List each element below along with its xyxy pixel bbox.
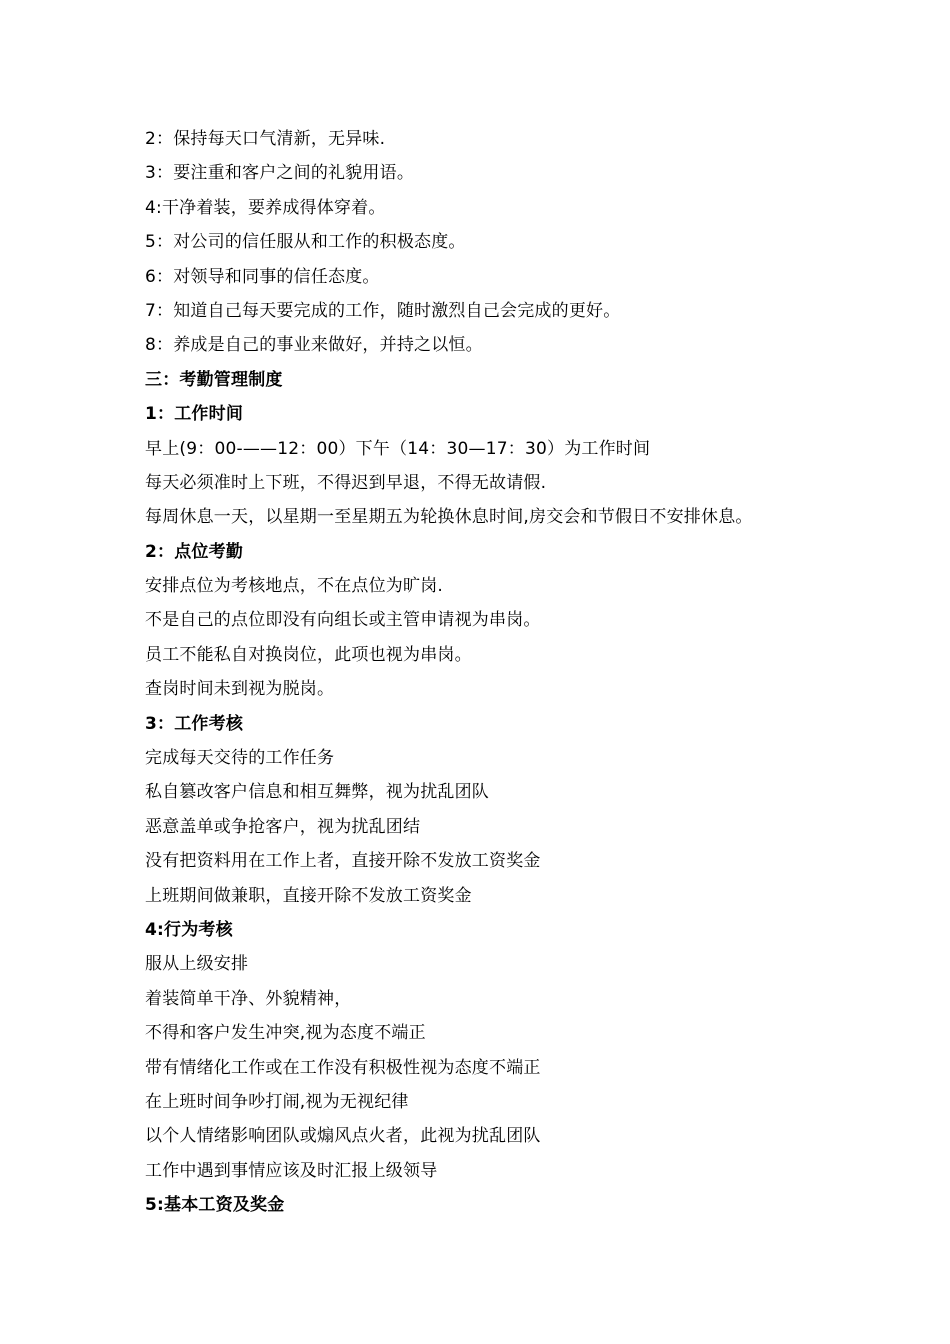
text-line: 没有把资料用在工作上者，直接开除不发放工资奖金 xyxy=(145,851,541,872)
section-heading: 1：工作时间 xyxy=(145,404,244,425)
text-line: 以个人情绪影响团队或煽风点火者，此视为扰乱团队 xyxy=(145,1126,541,1147)
text-line: 服从上级安排 xyxy=(145,954,249,975)
text-line: 带有情绪化工作或在工作没有积极性视为态度不端正 xyxy=(145,1057,541,1078)
text-line: 上班期间做兼职，直接开除不发放工资奖金 xyxy=(145,885,472,906)
text-line: 查岗时间未到视为脱岗。 xyxy=(145,679,335,700)
section-heading: 5:基本工资及奖金 xyxy=(145,1195,285,1216)
text-line: 2：保持每天口气清新，无异味. xyxy=(145,129,386,149)
text-line: 5：对公司的信任服从和工作的积极态度。 xyxy=(145,232,466,253)
text-line: 早上(9：00-——12：00）下午（14：30—17：30）为工作时间 xyxy=(145,438,651,459)
text-line: 着装简单干净、外貌精神， xyxy=(145,988,352,1009)
text-line: 7：知道自己每天要完成的工作，随时激烈自己会完成的更好。 xyxy=(145,300,621,321)
text-line: 不得和客户发生冲突,视为态度不端正 xyxy=(145,1023,426,1044)
text-line: 3：要注重和客户之间的礼貌用语。 xyxy=(145,163,415,184)
text-line: 每天必须准时上下班，不得迟到早退，不得无故请假. xyxy=(145,472,547,493)
text-line: 安排点位为考核地点，不在点位为旷岗. xyxy=(145,576,444,597)
text-line: 工作中遇到事情应该及时汇报上级领导 xyxy=(145,1160,438,1181)
text-line: 完成每天交待的工作任务 xyxy=(145,748,335,769)
text-line: 恶意盖单或争抢客户，视为扰乱团结 xyxy=(145,816,421,837)
text-line: 员工不能私自对换岗位，此项也视为串岗。 xyxy=(145,644,472,665)
document-body xyxy=(145,122,835,1223)
section-heading: 2：点位考勤 xyxy=(145,541,244,562)
text-line: 4:干净着装，要养成得体穿着。 xyxy=(145,197,386,218)
text-line: 不是自己的点位即没有向组长或主管申请视为串岗。 xyxy=(145,610,541,631)
text-line: 8：养成是自己的事业来做好，并持之以恒。 xyxy=(145,335,483,356)
text-line: 私自篡改客户信息和相互舞弊，视为扰乱团队 xyxy=(145,782,489,803)
text-line: 每周休息一天，以星期一至星期五为轮换休息时间,房交会和节假日不安排休息。 xyxy=(145,507,753,528)
section-heading: 4:行为考核 xyxy=(145,919,233,940)
section-heading: 3：工作考核 xyxy=(145,713,244,734)
text-line: 6：对领导和同事的信任态度。 xyxy=(145,266,380,287)
section-heading: 三：考勤管理制度 xyxy=(145,369,283,390)
text-line: 在上班时间争吵打闹,视为无视纪律 xyxy=(145,1091,409,1112)
